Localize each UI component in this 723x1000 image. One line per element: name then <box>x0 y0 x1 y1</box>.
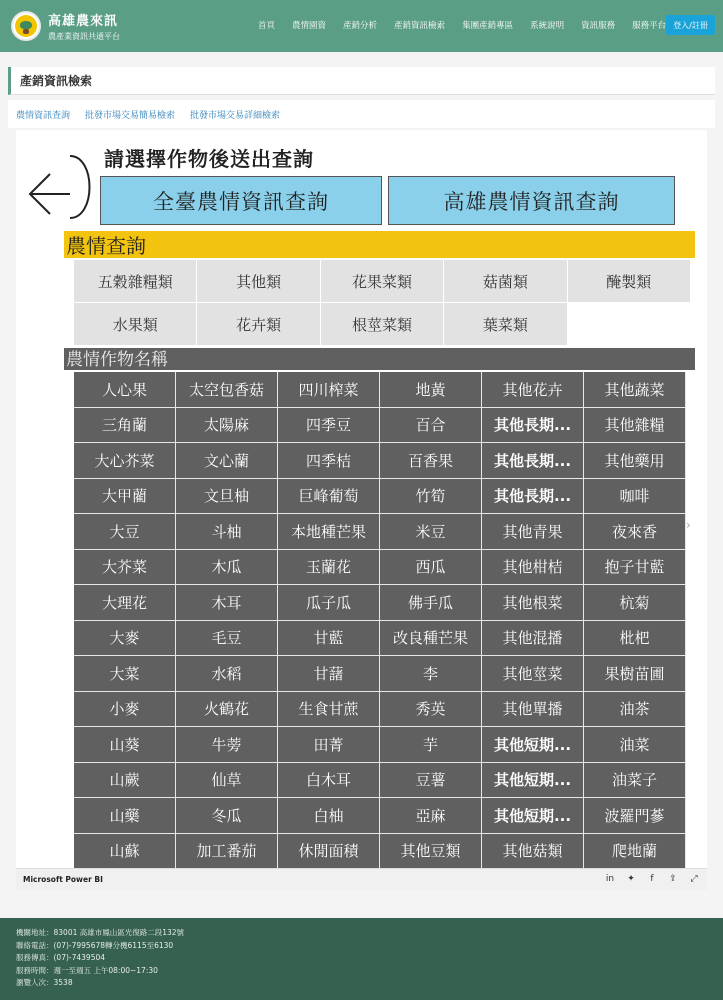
crop-item[interactable]: 山蘇 <box>74 834 176 870</box>
report-heading: 請選擇作物後送出查詢 <box>104 147 314 171</box>
crop-item[interactable]: 芋 <box>380 727 482 763</box>
crop-item[interactable]: 太陽麻 <box>176 408 278 444</box>
category-item[interactable]: 葉菜類 <box>444 303 566 345</box>
share-icon[interactable]: ⇪ <box>669 874 677 884</box>
crop-item[interactable]: 白木耳 <box>278 763 380 799</box>
crop-item[interactable]: 其他長期... <box>482 408 584 444</box>
crop-item[interactable]: 波羅門蔘 <box>584 798 686 834</box>
crop-item[interactable]: 豆薯 <box>380 763 482 799</box>
crop-item[interactable]: 大菜 <box>74 656 176 692</box>
query-all-taiwan-button[interactable]: 全臺農情資訊查詢 <box>100 176 382 225</box>
footer-visitors: 瀏覽人次：3538 <box>16 978 73 987</box>
linkedin-icon[interactable]: in <box>605 874 615 884</box>
crop-item[interactable]: 山葵 <box>74 727 176 763</box>
crop-item[interactable]: 甘藷 <box>278 656 380 692</box>
category-item[interactable]: 其他類 <box>197 260 319 302</box>
crop-item[interactable]: 佛手瓜 <box>380 585 482 621</box>
crop-item[interactable]: 其他長期... <box>482 443 584 479</box>
crop-item[interactable]: 改良種芒果 <box>380 621 482 657</box>
site-logo[interactable] <box>11 11 41 41</box>
footer-address: 機關地址：83001 高雄市鳳山區光復路二段132號 <box>16 928 185 937</box>
fullscreen-icon[interactable]: ⤢ <box>690 874 698 884</box>
crop-band: 農情作物名稱 <box>64 348 695 370</box>
crop-item[interactable]: 四季豆 <box>278 408 380 444</box>
nav-group-zone[interactable]: 集團產銷專區 <box>462 21 514 31</box>
category-item[interactable]: 花卉類 <box>197 303 319 345</box>
crop-item[interactable]: 其他混播 <box>482 621 584 657</box>
crop-item[interactable]: 仙草 <box>176 763 278 799</box>
crop-item[interactable]: 玉蘭花 <box>278 550 380 586</box>
crop-item[interactable]: 其他莖菜 <box>482 656 584 692</box>
crop-item[interactable]: 牛蒡 <box>176 727 278 763</box>
crop-item[interactable]: 百香果 <box>380 443 482 479</box>
crop-item[interactable]: 田菁 <box>278 727 380 763</box>
nav-agri-info[interactable]: 農情園資 <box>292 21 327 31</box>
nav-info-service[interactable]: 資訊服務 <box>581 21 616 31</box>
category-item[interactable]: 菇菌類 <box>444 260 566 302</box>
crop-item[interactable]: 大麥 <box>74 621 176 657</box>
crop-item[interactable]: 大甲藺 <box>74 479 176 515</box>
powerbi-bar <box>16 868 707 890</box>
category-item[interactable]: 五穀雜糧類 <box>74 260 196 302</box>
crop-item[interactable]: 文心蘭 <box>176 443 278 479</box>
crop-item[interactable]: 其他花卉 <box>482 372 584 408</box>
crop-item[interactable]: 油菜 <box>584 727 686 763</box>
site-subtitle: 農產業資訊共通平台 <box>48 32 120 41</box>
crop-slicer <box>74 372 686 869</box>
nav-home[interactable]: 首頁 <box>258 21 276 31</box>
crop-item[interactable]: 大理花 <box>74 585 176 621</box>
crop-item[interactable]: 西瓜 <box>380 550 482 586</box>
crop-item[interactable]: 其他短期... <box>482 763 584 799</box>
nav-system-guide[interactable]: 系統說明 <box>530 21 565 31</box>
crop-item[interactable]: 大芥菜 <box>74 550 176 586</box>
crop-item[interactable]: 杭菊 <box>584 585 686 621</box>
crop-item[interactable]: 百合 <box>380 408 482 444</box>
crop-item[interactable]: 四川榨菜 <box>278 372 380 408</box>
crop-item[interactable]: 休閒面積 <box>278 834 380 870</box>
category-item[interactable]: 根莖菜類 <box>321 303 443 345</box>
crop-item[interactable]: 其他短期... <box>482 798 584 834</box>
crop-item[interactable]: 枇杷 <box>584 621 686 657</box>
footer-fax: 服務傳真：(07)-7439504 <box>16 953 106 962</box>
category-item[interactable]: 花果菜類 <box>321 260 443 302</box>
crop-item[interactable]: 山蕨 <box>74 763 176 799</box>
crop-item[interactable]: 李 <box>380 656 482 692</box>
crop-item[interactable]: 油茶 <box>584 692 686 728</box>
chevron-right-icon[interactable]: › <box>686 518 691 532</box>
crop-item[interactable]: 文旦柚 <box>176 479 278 515</box>
category-slicer <box>74 260 686 345</box>
crop-item[interactable]: 水稻 <box>176 656 278 692</box>
crop-item[interactable]: 地黃 <box>380 372 482 408</box>
crop-item[interactable]: 油菜子 <box>584 763 686 799</box>
login-button[interactable]: 登入/註冊 <box>666 15 715 35</box>
nav-service-platform[interactable]: 服務平台 <box>632 21 667 31</box>
footer-phone: 聯絡電話：(07)-7995678轉分機6115至6130 <box>16 940 174 950</box>
powerbi-label[interactable]: Microsoft Power BI <box>23 875 103 884</box>
crop-item[interactable]: 果樹苗圃 <box>584 656 686 692</box>
twitter-icon[interactable]: ✦ <box>627 874 635 884</box>
crop-item[interactable]: 瓜子瓜 <box>278 585 380 621</box>
crop-item[interactable]: 毛豆 <box>176 621 278 657</box>
crop-item[interactable]: 生食甘蔗 <box>278 692 380 728</box>
crop-item[interactable]: 斗柚 <box>176 514 278 550</box>
facebook-icon[interactable]: f <box>650 874 654 884</box>
crop-item[interactable]: 秀英 <box>380 692 482 728</box>
crop-item[interactable]: 人心果 <box>74 372 176 408</box>
site-footer <box>0 918 723 1000</box>
main-nav <box>258 19 683 31</box>
share-icons <box>605 873 699 885</box>
crop-item[interactable]: 三角蘭 <box>74 408 176 444</box>
crop-item[interactable]: 竹筍 <box>380 479 482 515</box>
nav-analysis[interactable]: 產銷分析 <box>343 21 378 31</box>
crop-item[interactable]: 甘藍 <box>278 621 380 657</box>
crop-item[interactable]: 冬瓜 <box>176 798 278 834</box>
crop-item[interactable]: 其他菇類 <box>482 834 584 870</box>
page-title: 產銷資訊檢索 <box>8 67 715 95</box>
crop-item[interactable]: 四季桔 <box>278 443 380 479</box>
crop-item[interactable]: 山藥 <box>74 798 176 834</box>
crop-item[interactable]: 其他蔬菜 <box>584 372 686 408</box>
back-arrow-icon[interactable] <box>26 152 96 224</box>
crop-item[interactable]: 其他青果 <box>482 514 584 550</box>
category-band: 農情查詢 <box>64 231 695 258</box>
crop-item[interactable]: 抱子甘藍 <box>584 550 686 586</box>
tab-wholesale-simple[interactable]: 批發市場交易簡易檢索 <box>85 110 176 121</box>
crop-item[interactable]: 米豆 <box>380 514 482 550</box>
crop-item[interactable]: 小麥 <box>74 692 176 728</box>
site-title[interactable]: 高雄農來訊 <box>48 14 119 29</box>
crop-item[interactable]: 其他長期... <box>482 479 584 515</box>
powerbi-report <box>16 130 707 888</box>
crop-item[interactable]: 亞麻 <box>380 798 482 834</box>
crop-item[interactable]: 白柚 <box>278 798 380 834</box>
crop-item[interactable]: 其他柑桔 <box>482 550 584 586</box>
category-item[interactable]: 醃製類 <box>568 260 690 302</box>
crop-item[interactable]: 大心芥菜 <box>74 443 176 479</box>
crop-item[interactable]: 其他單播 <box>482 692 584 728</box>
tab-agri-info[interactable]: 農情資訊查詢 <box>16 110 71 121</box>
crop-item[interactable]: 木耳 <box>176 585 278 621</box>
crop-item[interactable]: 其他藥用 <box>584 443 686 479</box>
mascot-icon <box>15 15 37 37</box>
crop-item[interactable]: 其他根菜 <box>482 585 584 621</box>
site-header <box>0 0 723 52</box>
crop-item[interactable]: 大豆 <box>74 514 176 550</box>
crop-item[interactable]: 其他豆類 <box>380 834 482 870</box>
query-kaohsiung-button[interactable]: 高雄農情資訊查詢 <box>388 176 675 225</box>
crop-item[interactable]: 本地種芒果 <box>278 514 380 550</box>
crop-item[interactable]: 巨峰葡萄 <box>278 479 380 515</box>
crop-item[interactable]: 太空包香菇 <box>176 372 278 408</box>
footer-hours: 服務時間：週一至週五 上午08:00~17:30 <box>16 965 158 975</box>
nav-search[interactable]: 產銷資訊檢索 <box>394 21 446 31</box>
crop-item[interactable]: 火鶴花 <box>176 692 278 728</box>
crop-item[interactable]: 爬地蘭 <box>584 834 686 870</box>
crop-item[interactable]: 夜來香 <box>584 514 686 550</box>
crop-item[interactable]: 其他雜糧 <box>584 408 686 444</box>
crop-item[interactable]: 加工番茄 <box>176 834 278 870</box>
category-item[interactable]: 水果類 <box>74 303 196 345</box>
search-tabs <box>8 100 715 128</box>
tab-wholesale-detail[interactable]: 批發市場交易詳細檢索 <box>190 110 281 121</box>
crop-item[interactable]: 咖啡 <box>584 479 686 515</box>
crop-item[interactable]: 木瓜 <box>176 550 278 586</box>
crop-item[interactable]: 其他短期... <box>482 727 584 763</box>
